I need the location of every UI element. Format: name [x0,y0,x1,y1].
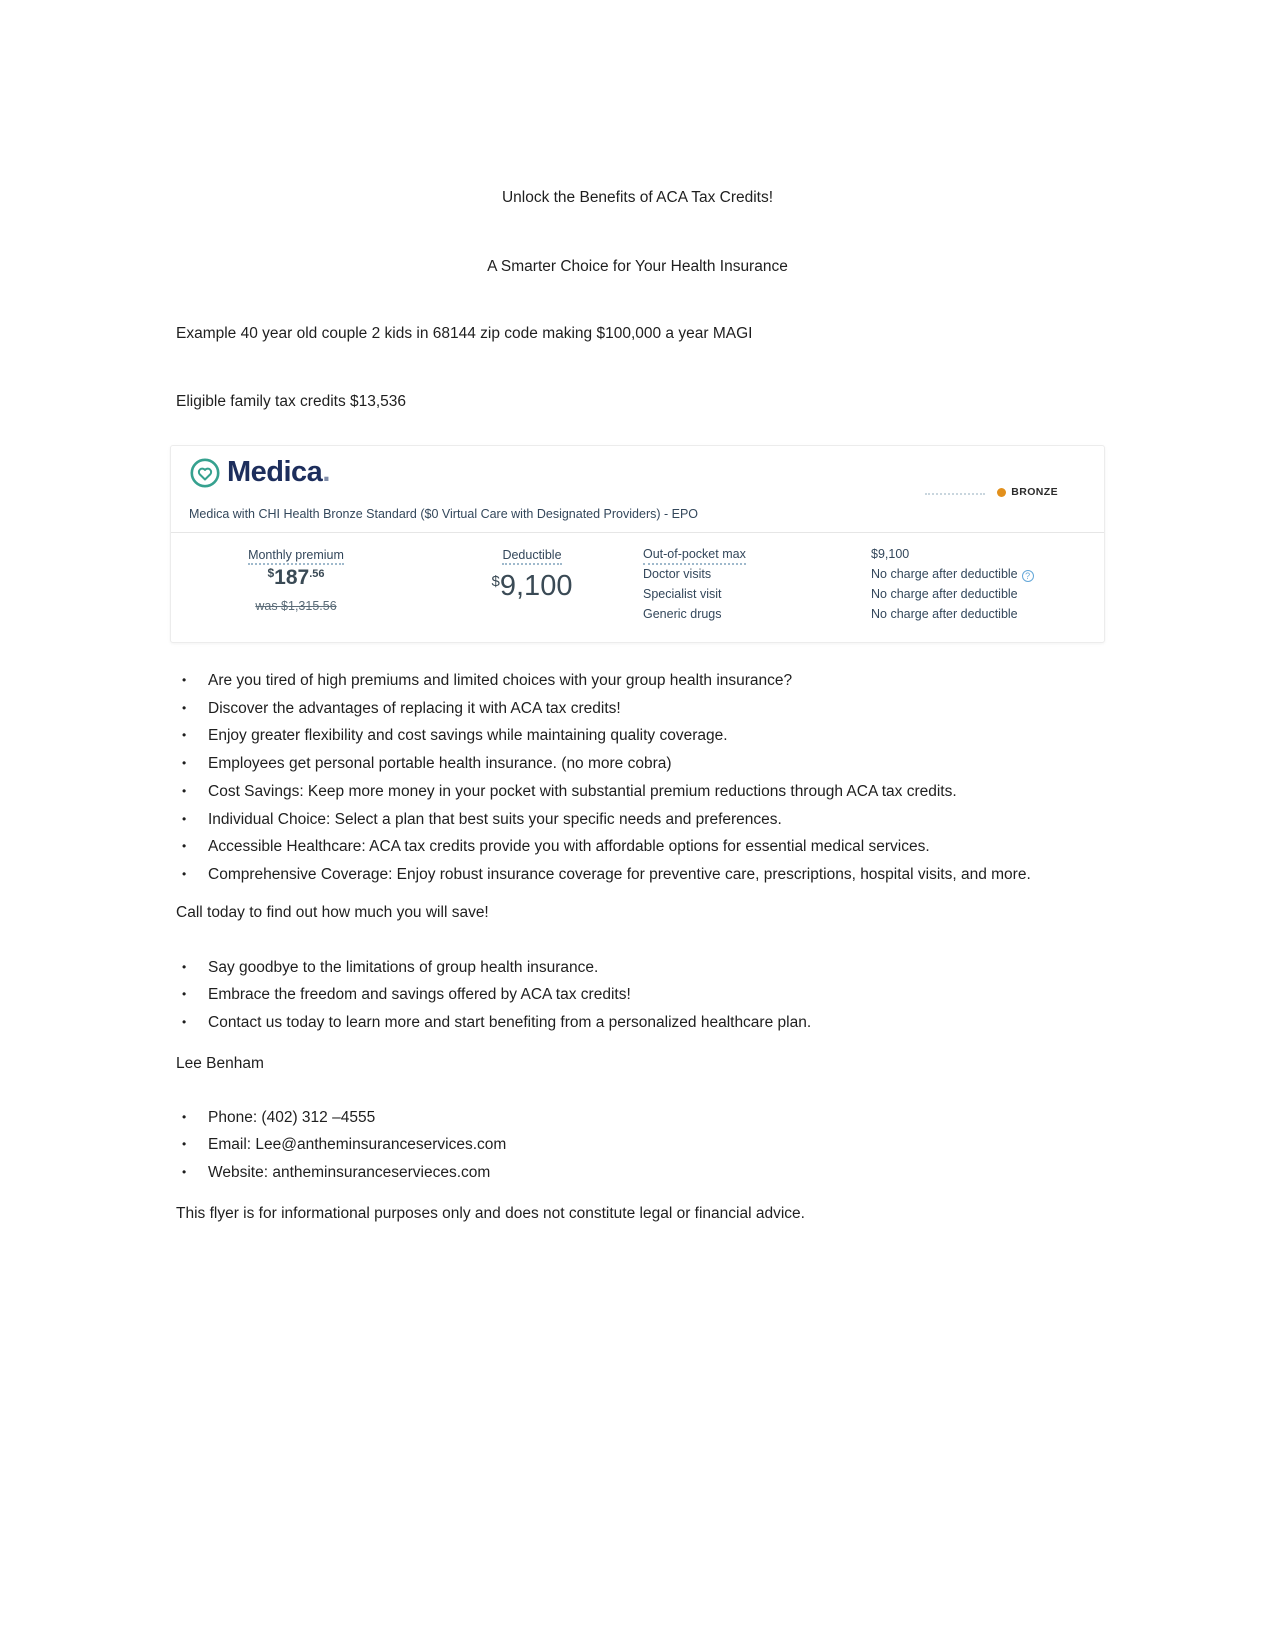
bullet-icon: • [182,1137,187,1152]
monthly-premium-column [171,546,421,626]
metal-tier-badge [997,486,1058,498]
plan-card [170,445,1105,643]
contact-phone: • Phone: (402) 312 –4555 [176,1104,1046,1132]
deductible-amount: 9,100 [499,570,573,602]
deductible-column [421,546,643,626]
action-bullet-list [176,954,1046,1037]
list-item: • Cost Savings: Keep more money in your pocket with substantial premium reductions through ACA tax credits. [176,778,1046,806]
dotted-underline [925,493,985,495]
benefit-label: Out-of-pocket max [643,546,871,566]
plan-pricing-row [171,533,1104,626]
example-line: Example 40 year old couple 2 kids in 68144 zip code making $100,000 a year MAGI [176,325,753,342]
bullet-icon: • [182,811,187,826]
list-item: • Embrace the freedom and savings offered by ACA tax credits! [176,981,1046,1009]
contact-website: • Website: antheminsuranceservieces.com [176,1159,1046,1187]
medica-heart-icon [189,457,221,489]
monthly-premium-label: Monthly premium [248,548,344,565]
page-title: Unlock the Benefits of ACA Tax Credits! [501,189,774,206]
bullet-icon: • [182,1165,187,1180]
bullet-icon: • [182,728,187,743]
tier-area [925,486,1058,498]
bullet-icon: • [182,839,187,854]
premium-amount: 187 [274,566,310,589]
list-item: • Accessible Healthcare: ACA tax credits provide you with affordable options for essential medical services. [176,833,1046,861]
bullet-icon: • [182,1015,187,1030]
plan-name: Medica with CHI Health Bronze Standard ($0 Virtual Care with Designated Providers) - EPO [189,507,699,521]
tier-label: BRONZE [1011,486,1058,498]
bronze-dot-icon [997,488,1006,497]
credits-line: Eligible family tax credits $13,536 [176,393,407,410]
monthly-premium-value [171,566,421,590]
benefits-bullet-list [176,667,1046,889]
benefit-labels-column [643,546,871,626]
premium-cents: .56 [309,568,325,580]
disclaimer-line: This flyer is for informational purposes only and does not constitute legal or financial advice. [176,1204,805,1222]
deductible-label: Deductible [502,548,561,565]
brand-name: Medica [227,456,323,488]
contact-bullet-list [176,1104,1046,1187]
list-item: • Are you tired of high premiums and limited choices with your group health insurance? [176,667,1046,695]
benefit-label: Specialist visit [643,587,722,601]
flyer-page [170,0,1105,1224]
bullet-icon: • [182,1109,187,1124]
list-item: • Employees get personal portable health insurance. (no more cobra) [176,750,1046,778]
premium-was-price: was $1,315.56 [255,599,337,613]
benefit-label: Doctor visits [643,567,712,581]
list-item: • Enjoy greater flexibility and cost savings while maintaining quality coverage. [176,722,1046,750]
benefit-label: Generic drugs [643,607,722,621]
agent-name: Lee Benham [176,1054,264,1072]
currency-symbol: $ [491,573,500,590]
list-item: • Say goodbye to the limitations of group health insurance. [176,954,1046,982]
call-to-action-line: Call today to find out how much you will save! [176,903,489,921]
bullet-icon: • [182,866,187,881]
benefit-value: No charge after deductible [871,587,1018,601]
bullet-icon: • [182,673,187,687]
deductible-value [421,570,643,603]
bullet-icon: • [182,987,187,1002]
contact-email: • Email: Lee@antheminsuranceservices.com [176,1131,1046,1159]
benefit-value: $9,100 [871,547,910,561]
brand-period: . [322,456,331,488]
list-item: • Contact us today to learn more and start benefiting from a personalized healthcare plan. [176,1009,1046,1037]
list-item: • Comprehensive Coverage: Enjoy robust insurance coverage for preventive care, prescriptions, hospital visits, and more. [176,861,1046,889]
medica-logo [189,456,330,489]
benefit-value: No charge after deductible ? [871,566,1104,586]
help-icon[interactable]: ? [1022,570,1034,582]
benefit-values-column [871,546,1104,626]
currency-symbol: $ [267,566,275,580]
benefit-value: No charge after deductible [871,607,1018,621]
bullet-icon: • [182,959,187,974]
list-item: • Discover the advantages of replacing it with ACA tax credits! [176,695,1046,723]
page-subtitle: A Smarter Choice for Your Health Insurance [487,258,788,275]
plan-card-header [171,446,1104,498]
list-item: • Individual Choice: Select a plan that best suits your specific needs and preferences. [176,806,1046,834]
bullet-icon: • [182,700,187,715]
bullet-icon: • [182,783,187,798]
bullet-icon: • [182,756,187,771]
